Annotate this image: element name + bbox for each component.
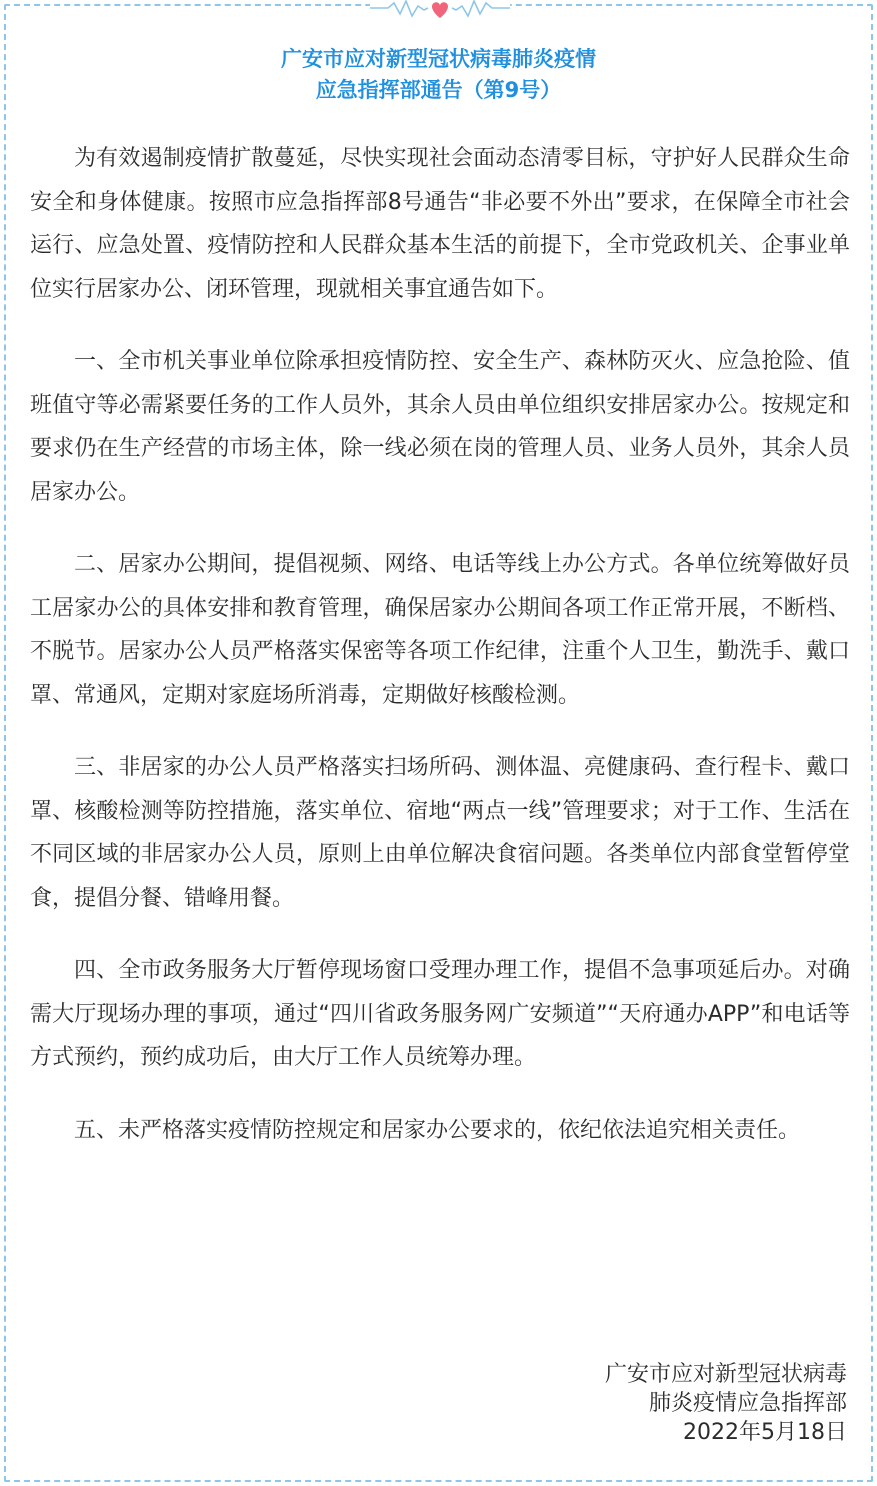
item-paragraph-5: 五、未严格落实疫情防控规定和居家办公要求的，依纪依法追究相关责任。 — [74, 1117, 801, 1143]
title-line-1: 广安市应对新型冠状病毒肺炎疫情 — [281, 47, 596, 71]
item-paragraph-2: 二、居家办公期间，提倡视频、网络、电话等线上办公方式。各单位统筹做好员工居家办公的具体安排和教育管理，确保居家办公期间各项工作正常开展，不断档、不脱节。居家办公人员严格落实保密等各项工作纪律，注重个人卫生，勤洗手、戴口罩、常通风，定期对家庭场所消毒，定期做好核酸检测。 — [30, 552, 850, 708]
issuer-line-1: 广安市应对新型冠状病毒 — [604, 1362, 847, 1387]
notice-body — [30, 137, 850, 1181]
item-paragraph-4: 四、全市政务服务大厅暂停现场窗口受理办理工作，提倡不急事项延后办。对确需大厅现场办理的事项，通过“四川省政务服务网广安频道”“天府通办APP”和电话等方式预约，预约成功后，由大厅工作人员统筹办理。 — [30, 958, 850, 1070]
item-paragraph-3: 三、非居家的办公人员严格落实扫场所码、测体温、亮健康码、查行程卡、戴口罩、核酸检测等防控措施，落实单位、宿地“两点一线”管理要求；对于工作、生活在不同区域的非居家办公人员，原则上由单位解决食宿问题。各类单位内部食堂暂停堂食，提倡分餐、错峰用餐。 — [30, 755, 850, 911]
signature-block — [605, 1360, 847, 1447]
intro-paragraph: 为有效遏制疫情扩散蔓延，尽快实现社会面动态清零目标，守护好人民群众生命安全和身体健康。按照市应急指挥部8号通告“非必要不外出”要求，在保障全市社会运行、应急处置、疫情防控和人民群众基本生活的前提下，全市党政机关、企事业单位实行居家办公、闭环管理，现就相关事宜通告如下。 — [30, 146, 850, 302]
issuer-line-2: 肺炎疫情应急指挥部 — [648, 1391, 847, 1416]
title-line-2: 应急指挥部通告（第9号） — [315, 78, 562, 102]
heart-pulse-icon — [370, 0, 510, 22]
issue-date: 2022年5月18日 — [683, 1420, 847, 1445]
notice-title — [0, 44, 877, 106]
item-paragraph-1: 一、全市机关事业单位除承担疫情防控、安全生产、森林防灭火、应急抢险、值班值守等必需紧要任务的工作人员外，其余人员由单位组织安排居家办公。按规定和要求仍在生产经营的市场主体，除一线必须在岗的管理人员、业务人员外，其余人员居家办公。 — [30, 349, 850, 505]
